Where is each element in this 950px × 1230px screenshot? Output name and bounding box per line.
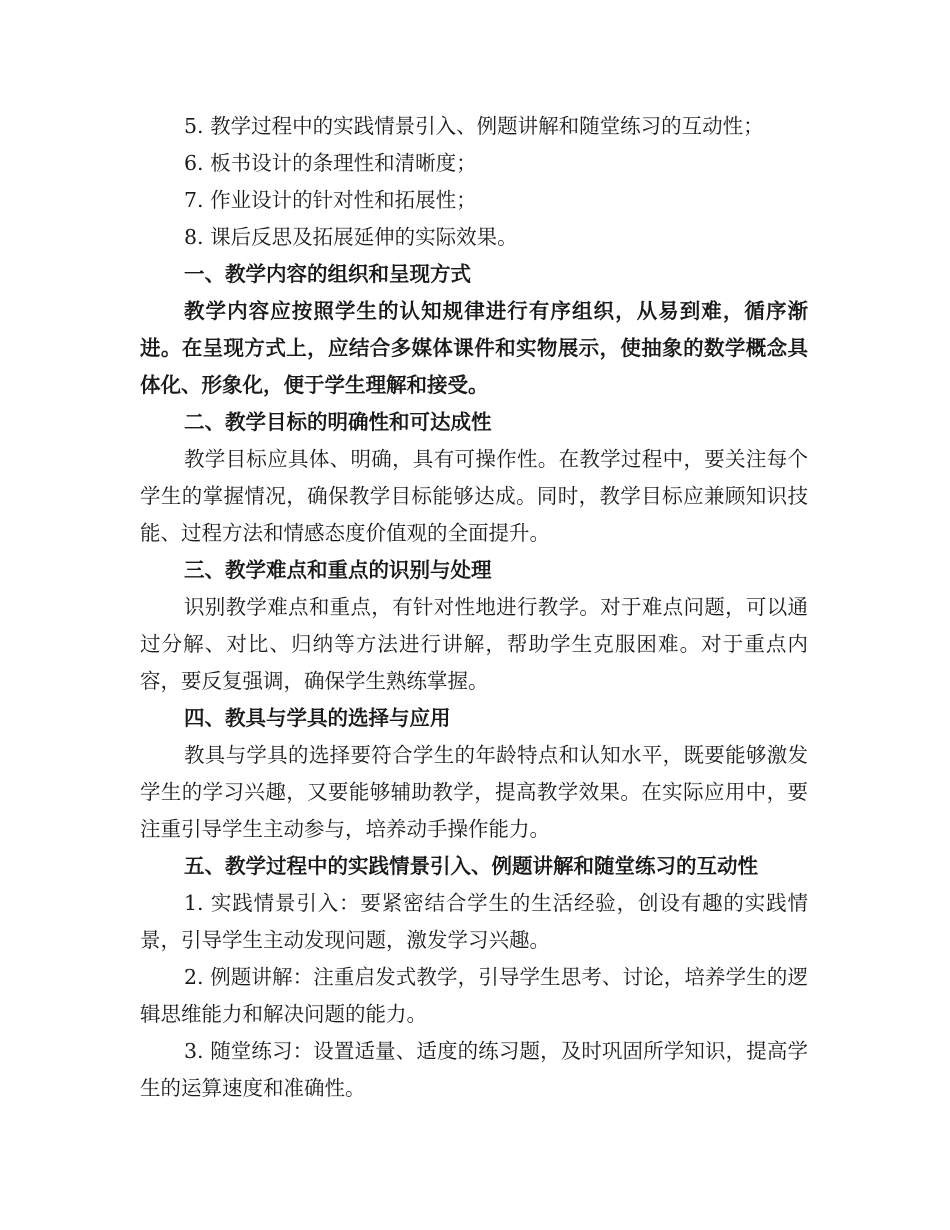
section-heading: 五、教学过程中的实践情景引入、例题讲解和随堂练习的互动性 bbox=[184, 854, 758, 878]
list-item: 7. 作业设计的针对性和拓展性； bbox=[184, 188, 477, 212]
list-item: 5. 教学过程中的实践情景引入、例题讲解和随堂练习的互动性； bbox=[184, 114, 764, 138]
section-heading: 二、教学目标的明确性和可达成性 bbox=[184, 410, 492, 434]
section-heading: 一、教学内容的组织和呈现方式 bbox=[184, 262, 471, 286]
section-body: 教学内容应按照学生的认知规律进行有序组织，从易到难，循序渐进。在呈现方式上，应结合多媒体课件和实物展示，使抽象的数学概念具体化、形象化，便于学生理解和接受。 bbox=[140, 299, 808, 397]
section-body: 教具与学具的选择要符合学生的年龄特点和认知水平，既要能够激发学生的学习兴趣，又要能够辅助教学，提高教学效果。在实际应用中，要注重引导学生主动参与，培养动手操作能力。 bbox=[140, 743, 808, 841]
section-body: 教学目标应具体、明确，具有可操作性。在教学过程中，要关注每个学生的掌握情况，确保教学目标能够达成。同时，教学目标应兼顾知识技能、过程方法和情感态度价值观的全面提升。 bbox=[140, 447, 808, 545]
list-item: 2. 例题讲解：注重启发式教学，引导学生思考、讨论，培养学生的逻辑思维能力和解决问题的能力。 bbox=[140, 965, 808, 1026]
section-body: 识别教学难点和重点，有针对性地进行教学。对于难点问题，可以通过分解、对比、归纳等方法进行讲解，帮助学生克服困难。对于重点内容，要反复强调，确保学生熟练掌握。 bbox=[140, 595, 808, 693]
section-heading: 三、教学难点和重点的识别与处理 bbox=[184, 558, 492, 582]
section-heading: 四、教具与学具的选择与应用 bbox=[184, 706, 451, 730]
document-page bbox=[140, 108, 808, 1107]
list-item: 8. 课后反思及拓展延伸的实际效果。 bbox=[184, 225, 518, 249]
list-item: 1. 实践情景引入：要紧密结合学生的生活经验，创设有趣的实践情景，引导学生主动发现问题，激发学习兴趣。 bbox=[140, 891, 808, 952]
list-item: 6. 板书设计的条理性和清晰度； bbox=[184, 151, 477, 175]
list-item: 3. 随堂练习：设置适量、适度的练习题，及时巩固所学知识，提高学生的运算速度和准确性。 bbox=[140, 1039, 808, 1100]
